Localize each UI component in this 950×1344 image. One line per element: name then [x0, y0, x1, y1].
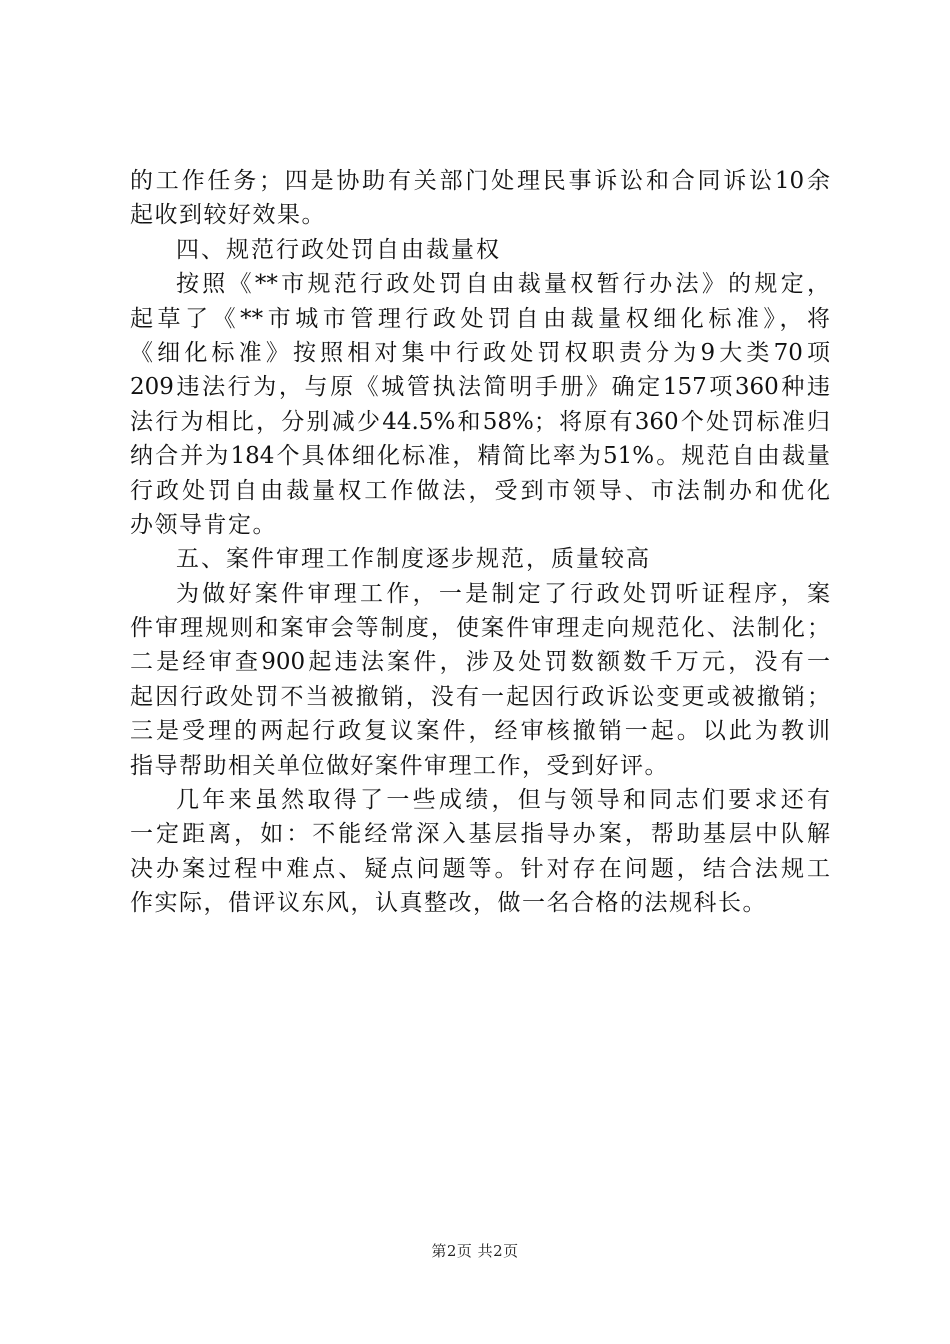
text-line: 209违法行为，与原《城管执法简明手册》确定157项360种违: [130, 374, 830, 401]
page-footer: 第2页 共2页: [431, 1242, 519, 1260]
text-line: 几年来虽然取得了一些成绩，但与领导和同志们要求还有: [176, 787, 830, 814]
text-line: 的工作任务；四是协助有关部门处理民事诉讼和合同诉讼10余: [130, 168, 830, 194]
section-heading-5: 五、案件审理工作制度逐步规范，质量较高: [176, 546, 651, 573]
text-line: 起草了《**市城市管理行政处罚自由裁量权细化标准》，将: [130, 305, 830, 332]
text-line: 法行为相比，分别减少44.5%和58%；将原有360个处罚标准归: [130, 408, 830, 435]
text-line: 二是经审查900起违法案件，涉及处罚数额数千万元，没有一: [130, 649, 830, 676]
text-line: 按照《**市规范行政处罚自由裁量权暂行办法》的规定，: [176, 271, 830, 298]
text-line: 起因行政处罚不当被撤销，没有一起因行政诉讼变更或被撤销；: [130, 683, 830, 710]
text-line: 起收到较好效果。: [130, 202, 326, 229]
section-heading-4: 四、规范行政处罚自由裁量权: [176, 236, 501, 263]
document-body: [130, 164, 830, 921]
text-line: 《细化标准》按照相对集中行政处罚权职责分为9大类70项: [130, 339, 830, 366]
text-line: 三是受理的两起行政复议案件，经审核撤销一起。以此为教训: [130, 718, 830, 745]
text-line: 办领导肯定。: [130, 511, 277, 538]
text-line: 作实际，借评议东风，认真整改，做一名合格的法规科长。: [130, 890, 767, 917]
text-line: 行政处罚自由裁量权工作做法，受到市领导、市法制办和优化: [130, 477, 830, 504]
text-line: 一定距离，如：不能经常深入基层指导办案，帮助基层中队解: [130, 821, 830, 848]
text-line: 指导帮助相关单位做好案件审理工作，受到好评。: [130, 752, 669, 779]
text-line: 纳合并为184个具体细化标准，精简比率为51%。规范自由裁量: [130, 443, 830, 470]
text-line: 件审理规则和案审会等制度，使案件审理走向规范化、法制化；: [130, 615, 830, 642]
text-line: 决办案过程中难点、疑点问题等。针对存在问题，结合法规工: [130, 855, 830, 882]
text-line: 为做好案件审理工作，一是制定了行政处罚听证程序，案: [176, 580, 830, 607]
